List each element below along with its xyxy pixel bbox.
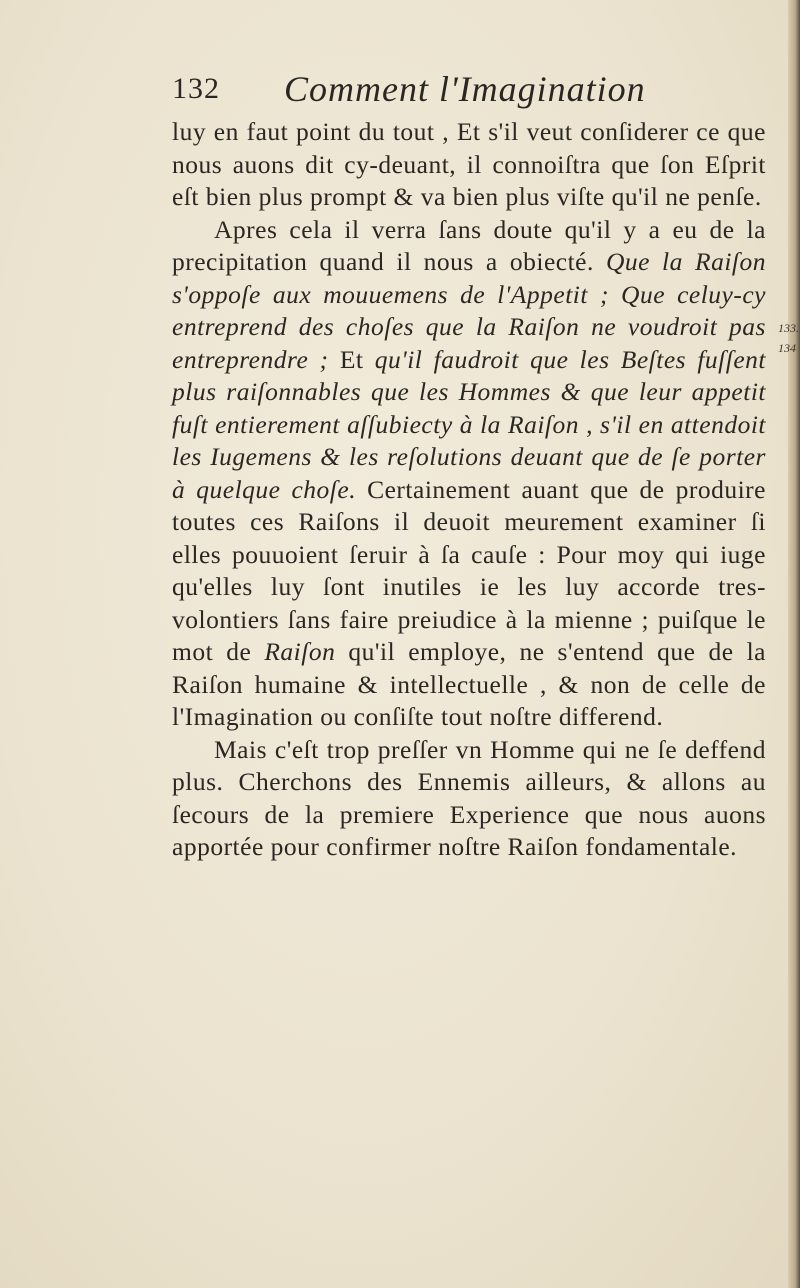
page-header	[172, 68, 772, 118]
text-segment: luy en faut point du tout ,	[172, 117, 457, 146]
italic-word: Raiſon	[264, 637, 336, 666]
margin-note	[778, 318, 800, 358]
page-number: 132	[172, 72, 220, 105]
paragraph-2	[172, 214, 766, 734]
text-segment: Mais c'eſt trop preſſer vn Homme qui ne ſe deffend plus. Cherchons des Ennemis ailleurs, & allons au ſecours de la premiere Experience que nous auons apportée pour confirmer noſtre Raiſon fondamentale.	[172, 734, 766, 861]
text-segment: Et	[339, 344, 375, 374]
text-segment: qu'il employe, ne s'entend que de la Raiſon humaine & intellectuelle , & non de celle de l'Imagination ou conſiſte tout noſtre differend.	[172, 637, 766, 731]
paragraph-1	[172, 116, 766, 214]
margin-note-line: 133.	[778, 321, 799, 335]
text-segment: Certainement auant que de produire toutes ces Raiſons il deuoit meurement examiner ſi elles pouuoient ſeruir à ſa cauſe : Pour moy qui iuge qu'elles luy ſont inutiles ie les luy accorde tres-volontiers ſans faire preiudice à la mienne ; puiſque le mot de	[172, 474, 766, 666]
italic-quote: qu'il faudroit que les Beſtes fuſſent plus raiſonnables que les Hommes & que leur appetit fuſt entierement aſſubiecty à la Raiſon , s'il en attendoit les Iugemens & les reſolutions deuant que de ſe porter à quelque choſe.	[172, 344, 766, 504]
page-edge-shadow	[788, 0, 800, 1288]
body-text	[172, 116, 766, 864]
text-segment: Apres cela il verra ſans doute qu'il y a eu de la precipitation quand il nous a obiecté.	[172, 214, 766, 276]
text-segment: Et s'il veut conſiderer ce que nous auons dit cy-deuant, il connoiſtra que ſon Eſprit eſt bien plus prompt & va bien plus viſte qu'il ne penſe.	[172, 117, 766, 211]
margin-note-line: 134	[778, 341, 796, 355]
italic-quote: Que la Raiſon s'oppoſe aux mouuemens de l'Appetit ; Que celuy-cy entreprend des choſes que la Raiſon ne voudroit pas entreprendre ;	[172, 247, 766, 374]
paragraph-3	[172, 734, 766, 864]
running-head-title: Comment l'Imagination	[284, 69, 646, 109]
